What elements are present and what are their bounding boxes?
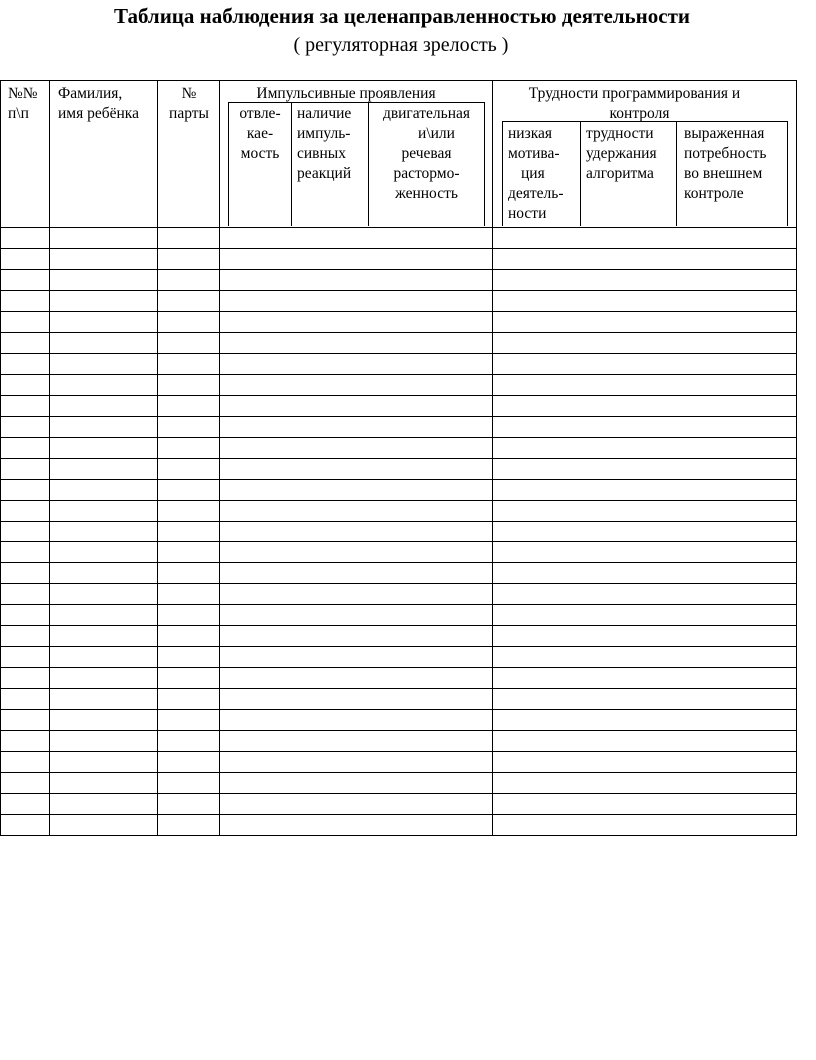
table-row-line xyxy=(0,583,797,584)
table-row-line xyxy=(0,227,797,228)
table-row-line xyxy=(0,541,797,542)
table-row-line xyxy=(0,353,797,354)
table-row-line xyxy=(0,793,797,794)
table-row-line xyxy=(0,751,797,752)
diff-title-line: Трудности программирования и xyxy=(528,85,741,102)
table-row-line xyxy=(0,562,797,563)
sub-line: женность xyxy=(395,185,458,202)
sub-line: растормо- xyxy=(393,165,460,182)
sub-line: наличие xyxy=(297,105,352,122)
header-num xyxy=(8,84,38,124)
sub-line: мотива- xyxy=(508,145,560,162)
table-row-line xyxy=(0,521,797,522)
table-row-line xyxy=(0,646,797,647)
header-name-line: Фамилия, xyxy=(58,85,123,102)
table-row-line xyxy=(0,814,797,815)
header-desk-line: парты xyxy=(169,105,209,122)
header-desk-line: № xyxy=(181,85,197,102)
table-row-line xyxy=(0,730,797,731)
sub-line: деятель- xyxy=(508,185,564,202)
header-difficulties-sub-1 xyxy=(508,124,564,224)
table-row-line xyxy=(0,500,797,501)
sub-line: отвле- xyxy=(239,105,281,122)
sub-line: кае- xyxy=(246,125,274,142)
sub-line: речевая xyxy=(401,145,452,162)
table-row-line xyxy=(0,772,797,773)
header-desk xyxy=(160,84,218,124)
header-num-line: п\п xyxy=(8,105,29,122)
table-top-border xyxy=(0,80,797,81)
sub-line: и\или xyxy=(418,125,455,142)
header-impulsive-sub-1 xyxy=(229,104,291,164)
table-row-line xyxy=(0,437,797,438)
sub-line: низкая xyxy=(508,125,553,142)
sub-line: контроле xyxy=(684,185,744,202)
sub-line: реакций xyxy=(297,165,352,182)
header-impulsive-sub-3 xyxy=(369,104,484,204)
table-row-line xyxy=(0,709,797,710)
table-row-line xyxy=(0,835,797,836)
header-difficulties-title xyxy=(493,84,776,124)
diff-box-left xyxy=(502,121,503,226)
table-row-line xyxy=(0,395,797,396)
table-row-line xyxy=(0,374,797,375)
sub-line: выраженная xyxy=(684,125,765,142)
imp-box-div1 xyxy=(291,102,292,226)
header-num-line: №№ xyxy=(8,85,38,102)
sub-line: трудности xyxy=(586,125,654,142)
sub-line: ности xyxy=(508,205,547,222)
sub-line: двигательная xyxy=(382,105,471,122)
table-row-line xyxy=(0,458,797,459)
diff-box-div1 xyxy=(580,121,581,226)
sub-line: мость xyxy=(240,145,280,162)
table-row-line xyxy=(0,248,797,249)
diff-title-line: контроля xyxy=(609,105,670,122)
table-row-line xyxy=(0,290,797,291)
header-name-line: имя ребёнка xyxy=(58,105,139,122)
sub-line: импуль- xyxy=(297,125,351,142)
page-subtitle: ( регуляторная зрелость ) xyxy=(293,34,509,56)
sub-line: сивных xyxy=(297,145,346,162)
sub-line: алгоритма xyxy=(586,165,654,182)
table-row-line xyxy=(0,416,797,417)
table-row-line xyxy=(0,625,797,626)
table-row-line xyxy=(0,604,797,605)
sub-line: во внешнем xyxy=(684,165,763,182)
sub-line: потребность xyxy=(684,145,767,162)
sub-line: удержания xyxy=(586,145,657,162)
sub-line: ция xyxy=(521,165,545,182)
header-impulsive-sub-2 xyxy=(297,104,351,184)
imp-box-right xyxy=(484,102,485,226)
table-row-line xyxy=(0,269,797,270)
table-row-line xyxy=(0,332,797,333)
table-row-line xyxy=(0,667,797,668)
diff-box-div2 xyxy=(676,121,677,226)
table-row-line xyxy=(0,479,797,480)
header-impulsive-title: Импульсивные проявления xyxy=(256,85,436,102)
page-title: Таблица наблюдения за целенаправленностью деятельности xyxy=(113,4,691,28)
header-difficulties-sub-2 xyxy=(586,124,657,184)
header-name xyxy=(58,84,139,124)
table-row-line xyxy=(0,311,797,312)
diff-box-right xyxy=(787,121,788,226)
header-difficulties-sub-3 xyxy=(684,124,766,204)
table-row-line xyxy=(0,688,797,689)
